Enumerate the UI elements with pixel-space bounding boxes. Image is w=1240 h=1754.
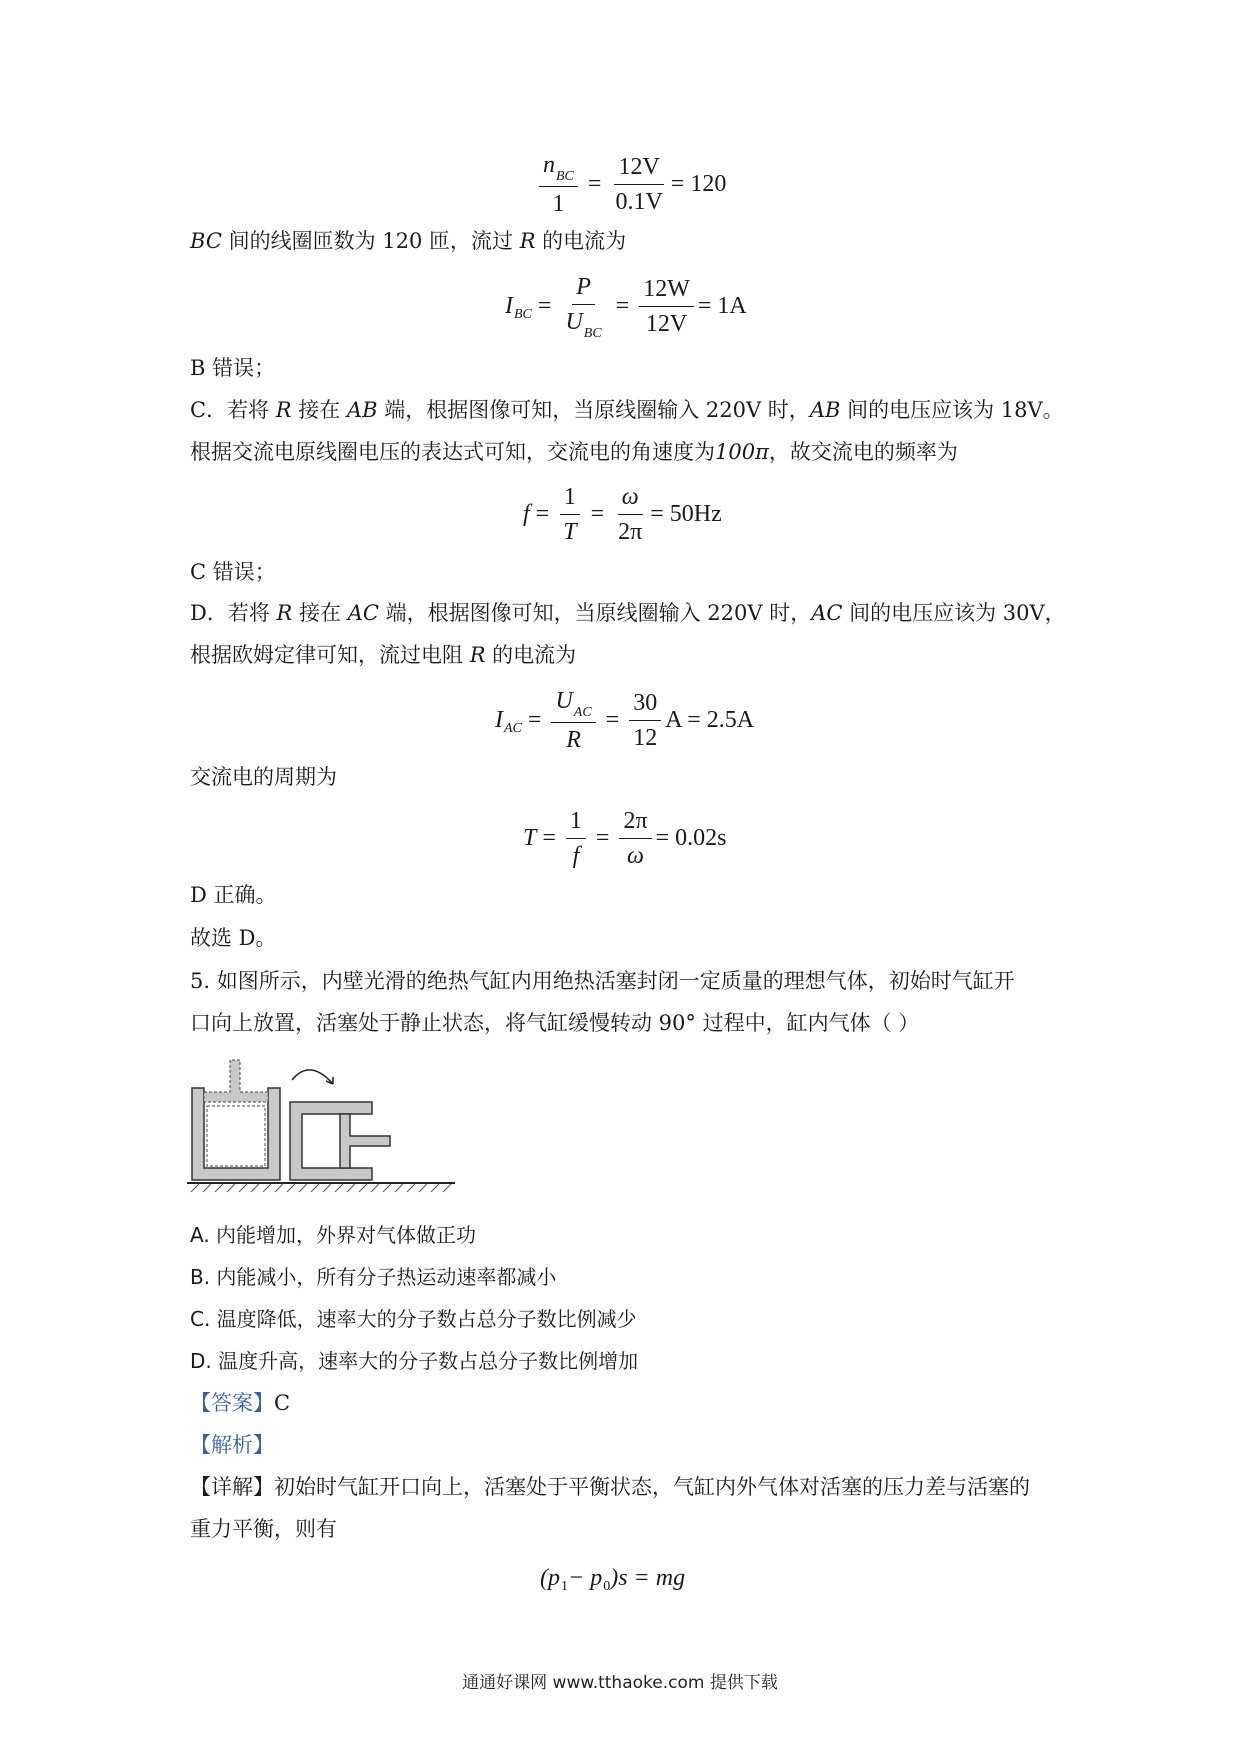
option-d: D. 温度升高，速率大的分子数占总分子数比例增加 bbox=[190, 1349, 639, 1373]
analysis-tag: 【解析】 bbox=[190, 1433, 274, 1457]
fraction: $\frac{1}{T}$ bbox=[559, 482, 580, 547]
detail-line: 【详解】初始时气缸开口向上，活塞处于平衡状态，气缸内外气体对活塞的压力差与活塞的 bbox=[190, 1475, 1030, 1499]
eq-denominator: 12V bbox=[645, 311, 688, 337]
upright-piston bbox=[204, 1060, 268, 1102]
text-line: C．若将 R 接在 AB 端，根据图像可知，当原线圈输入 220V 时，AB 间的电压应该为 18V。 bbox=[190, 398, 1064, 422]
fraction bbox=[639, 274, 694, 339]
eq-subscript: BC bbox=[514, 306, 532, 322]
equation-turns-ratio: $\frac{n_{BC}}{1}$ = $\frac{12V}{0.1V}$ = 120 bbox=[535, 150, 726, 219]
sideways-piston bbox=[340, 1114, 390, 1168]
text-line: 根据欧姆定律可知，流过电阻 R 的电流为 bbox=[190, 643, 577, 667]
equation-current-bc: I BC = $\frac{P}{U_{BC}}$ = $\frac{12W}{12V}$ = 1A bbox=[505, 274, 747, 341]
text-line: D．若将 R 接在 AC 端，根据图像可知，当原线圈输入 220V 时，AC 间的电压应该为 30V， bbox=[190, 601, 1066, 625]
fraction: $\frac{2\pi}{\omega}$ bbox=[619, 806, 651, 871]
option-b: B. 内能减小，所有分子热运动速率都减小 bbox=[190, 1265, 557, 1289]
text-line: 故选 D。 bbox=[190, 926, 277, 950]
fraction: $\frac{30}{12}$ bbox=[629, 688, 661, 753]
eq-denominator: 0.1V bbox=[615, 189, 663, 215]
fraction: $\frac{U_{AC}}{R}$ bbox=[551, 686, 595, 755]
eq-numerator: 12W bbox=[639, 274, 694, 307]
question-5-stem: 口向上放置，活塞处于静止状态，将气缸缓慢转动 90° 过程中，缸内气体（ ） bbox=[190, 1011, 920, 1035]
ground-hatch bbox=[191, 1184, 451, 1192]
eq-numerator: P bbox=[572, 272, 595, 305]
fraction: $\frac{1}{f}$ bbox=[566, 806, 586, 871]
eq-denominator: 1 bbox=[552, 191, 565, 217]
fraction: $\frac{P}{U_{BC}}$ bbox=[565, 274, 602, 341]
eq-symbol: n bbox=[543, 152, 555, 178]
question-5-stem: 5. 如图所示，内壁光滑的绝热气缸内用绝热活塞封闭一定质量的理想气体，初始时气缸开 bbox=[190, 969, 1015, 993]
eq-numerator: 12V bbox=[614, 152, 663, 185]
answer-value: C bbox=[274, 1391, 291, 1415]
equation-equilibrium: (p 1 − p 0 )s = mg bbox=[540, 1565, 686, 1594]
text-line: B 错误； bbox=[190, 356, 276, 380]
text-line: 交流电的周期为 bbox=[190, 765, 337, 789]
eq-result: = 120 bbox=[670, 171, 727, 197]
fraction: $\frac{\omega}{2\pi}$ bbox=[618, 484, 643, 545]
text-line: C 错误； bbox=[190, 560, 276, 584]
text-line: 根据交流电原线圈电压的表达式可知，交流电的角速度为100π，故交流电的频率为 bbox=[190, 440, 958, 464]
answer-line bbox=[190, 1388, 290, 1418]
equation-current-ac: I AC = $\frac{U_{AC}}{R}$ = $\frac{30}{12}$ A = 2.5A bbox=[495, 688, 755, 753]
equation-period: T = $\frac{1}{f}$ = $\frac{2\pi}{\omega}$ = 0.02s bbox=[523, 808, 727, 869]
eq-result: = 1A bbox=[697, 293, 747, 319]
eq-symbol: I bbox=[505, 293, 513, 319]
text-line: 重力平衡，则有 bbox=[190, 1517, 337, 1541]
fraction bbox=[539, 150, 578, 219]
option-a: A. 内能增加，外界对气体做正功 bbox=[190, 1223, 477, 1247]
fraction bbox=[611, 152, 666, 217]
detail-tag: 【详解】 bbox=[190, 1475, 274, 1499]
option-c: C. 温度降低，速率大的分子数占总分子数比例减少 bbox=[190, 1307, 637, 1331]
text-line: D 正确。 bbox=[190, 883, 277, 907]
cylinder-diagram bbox=[185, 1058, 460, 1203]
answer-tag: 【答案】 bbox=[190, 1391, 274, 1415]
equation-frequency: f = $\frac{1}{T}$ = $\frac{\omega}{2\pi}$ = 50Hz bbox=[523, 484, 722, 545]
eq-subscript: BC bbox=[556, 169, 574, 184]
gas-region bbox=[207, 1106, 265, 1166]
page-footer: 通通好课网 www.tthaoke.com 提供下载 bbox=[462, 1673, 778, 1693]
text-line: BC 间的线圈匝数为 120 匝，流过 R 的电流为 bbox=[190, 229, 627, 253]
